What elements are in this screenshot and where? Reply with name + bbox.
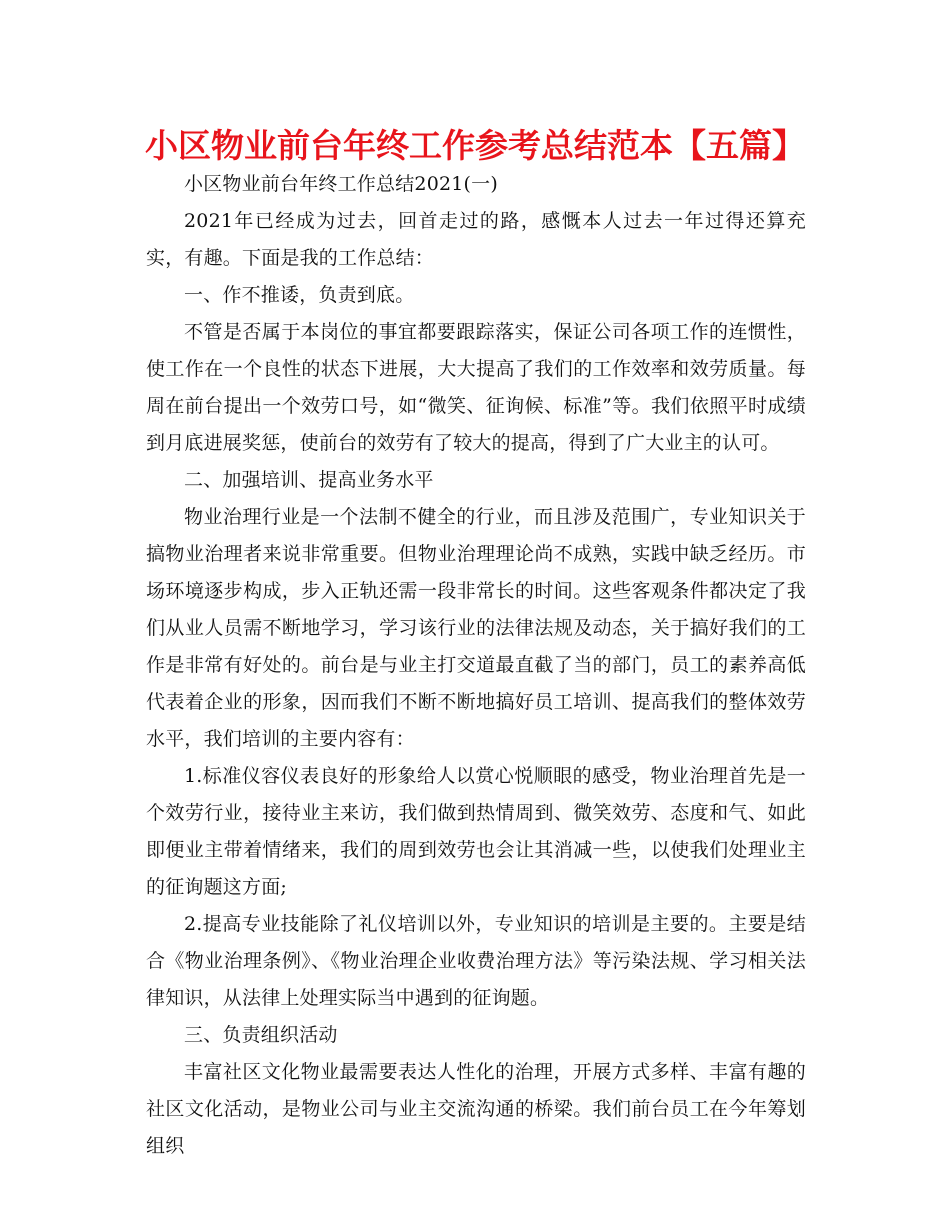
paragraph: 2021年已经成为过去，回首走过的路，感慨本人过去一年过得还算充实，有趣。下面是我的工作总结： <box>146 210 806 269</box>
section-heading: 二、加强培训、提高业务水平 <box>184 469 434 491</box>
section-heading: 一、作不推诿，负责到底。 <box>184 284 415 306</box>
document-title: 小区物业前台年终工作参考总结范本【五篇】 <box>145 126 805 165</box>
paragraph: 物业治理行业是一个法制不健全的行业，而且涉及范围广，专业知识关于搞物业治理者来说非常重要。但物业治理理论尚不成熟，实践中缺乏经历。市场环境逐步构成，步入正轨还需一段非常长的时间。这些客观条件都决定了我们从业人员需不断地学习，学习该行业的法律法规及动态，关于搞好我们的工作是非常有好处的。前台是与业主打交道最直截了当的部门，员工的素养高低代表着企业的形象，因而我们不断不断地搞好员工培训、提高我们的整体效劳水平，我们培训的主要内容有： <box>146 506 806 750</box>
paragraph: 不管是否属于本岗位的事宜都要跟踪落实，保证公司各项工作的连惯性，使工作在一个良性的状态下进展，大大提高了我们的工作效率和效劳质量。每周在前台提出一个效劳口号，如“微笑、征询候、标准”等。我们依照平时成绩到月底进展奖惩，使前台的效劳有了较大的提高，得到了广大业主的认可。 <box>146 321 806 454</box>
document-body <box>146 166 806 1165</box>
paragraph: 1.标准仪容仪表良好的形象给人以赏心悦顺眼的感受，物业治理首先是一个效劳行业，接待业主来访，我们做到热情周到、微笑效劳、态度和气、如此即便业主带着情绪来，我们的周到效劳也会让其消减一些，以使我们处理业主的征询题这方面; <box>146 765 806 898</box>
paragraph: 2.提高专业技能除了礼仪培训以外，专业知识的培训是主要的。主要是结合《物业治理条例》、《物业治理企业收费治理方法》等污染法规、学习相关法律知识，从法律上处理实际当中遇到的征询题。 <box>146 913 806 1009</box>
paragraph: 丰富社区文化物业最需要表达人性化的治理，开展方式多样、丰富有趣的社区文化活动，是物业公司与业主交流沟通的桥梁。我们前台员工在今年筹划组织 <box>146 1061 806 1157</box>
section-heading: 小区物业前台年终工作总结2021(一) <box>184 173 498 195</box>
section-heading: 三、负责组织活动 <box>184 1024 338 1046</box>
